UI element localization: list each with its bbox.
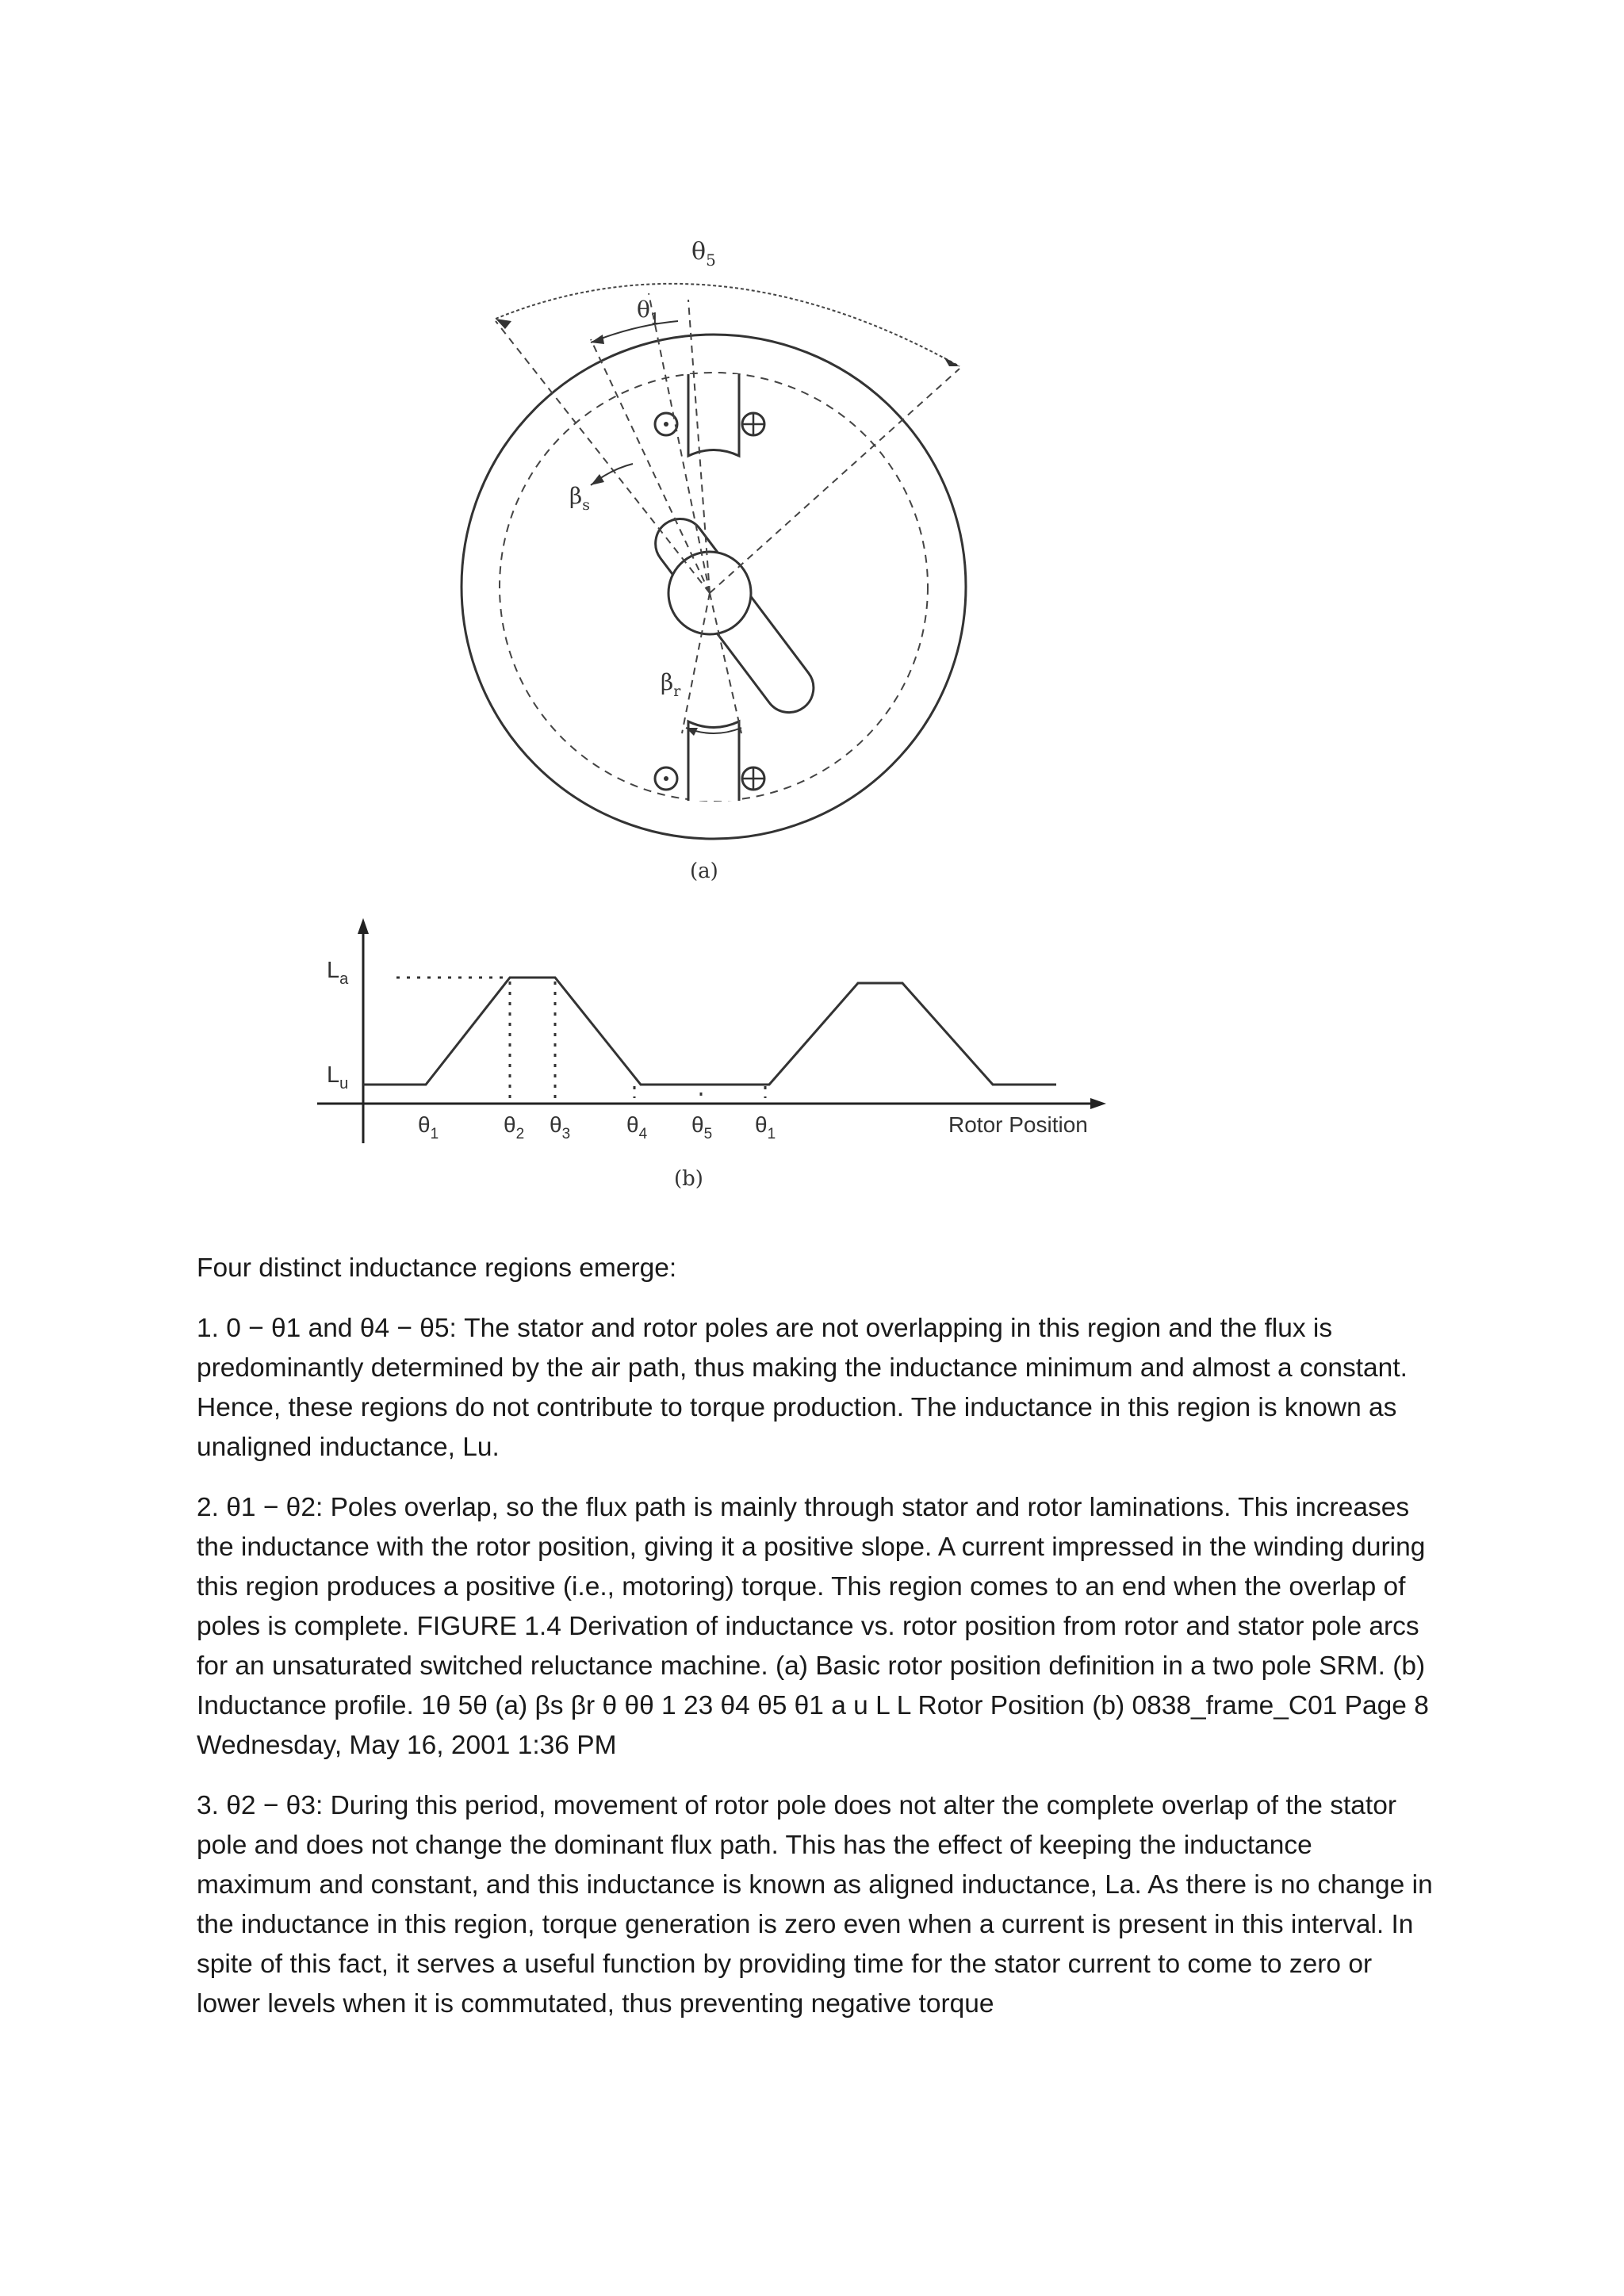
tick-theta5: $\theta_5$: [691, 1112, 713, 1142]
label-la: $L_a$: [327, 958, 349, 988]
label-theta5: $\theta_5$: [691, 238, 716, 270]
body-text: [197, 1249, 1434, 2045]
region-1-paragraph: 1. 0 − θ1 and θ4 − θ5: The stator and rotor poles are not overlapping in this region and the flux is predominantly determined by the air path, thus making the inductance minimum and almost a constant. Hence, these regions do not contribute to torque production. The inductance in this region is known as unaligned inductance, Lu.: [197, 1314, 1408, 1462]
tick-theta1: $\theta_1$: [418, 1112, 439, 1142]
tick-theta2: $\theta_2$: [504, 1112, 525, 1142]
tick-theta3: $\theta_3$: [550, 1112, 571, 1142]
label-lu: $L_u$: [327, 1062, 349, 1093]
tick-theta1-repeat: $\theta_1$: [755, 1112, 776, 1142]
caption-b: (b): [674, 1167, 703, 1191]
x-axis-label: Rotor Position: [948, 1112, 1088, 1137]
caption-a: (a): [690, 859, 718, 883]
region-3-paragraph: 3. θ2 − θ3: During this period, movement of rotor pole does not alter the complete overlap of the stator pole and does not change the dominant flux path. This has the effect of keeping the inductance maximum and constant, and this inductance is known as aligned inductance, La. As there is no change in the inductance in this region, torque generation is zero even when a current is present in this interval. In spite of this fact, it serves a useful function by providing time for the stator current to come to zero or lower levels when it is commutated, thus preventing negative torque: [197, 1791, 1433, 2019]
region-2-paragraph: 2. θ1 − θ2: Poles overlap, so the flux path is mainly through stator and rotor laminations. This increases the inductance with the rotor position, giving it a positive slope. A current impressed in the winding during this region produces a positive (i.e., motoring) torque. This region comes to an end when the overlap of poles is complete. FIGURE 1.4 Derivation of inductance vs. rotor position from rotor and stator pole arcs for an unsaturated switched reluctance machine. (a) Basic rotor position definition in a two pole SRM. (b) Inductance profile. 1θ 5θ (a) βs βr θ θθ 1 23 θ4 θ5 θ1 a u L L Rotor Position (b) 0838_frame_C01 Page 8 Wednesday, May 16, 2001 1:36 PM: [197, 1493, 1429, 1760]
label-beta-r: $\beta_r$: [661, 669, 681, 700]
tick-theta4: $\theta_4$: [626, 1112, 648, 1142]
intro-paragraph: Four distinct inductance regions emerge:: [197, 1253, 677, 1283]
inductance-curve: [363, 978, 1056, 1085]
label-beta-s: $\beta_s$: [569, 483, 590, 514]
label-theta1: $\theta_1$: [637, 297, 660, 327]
